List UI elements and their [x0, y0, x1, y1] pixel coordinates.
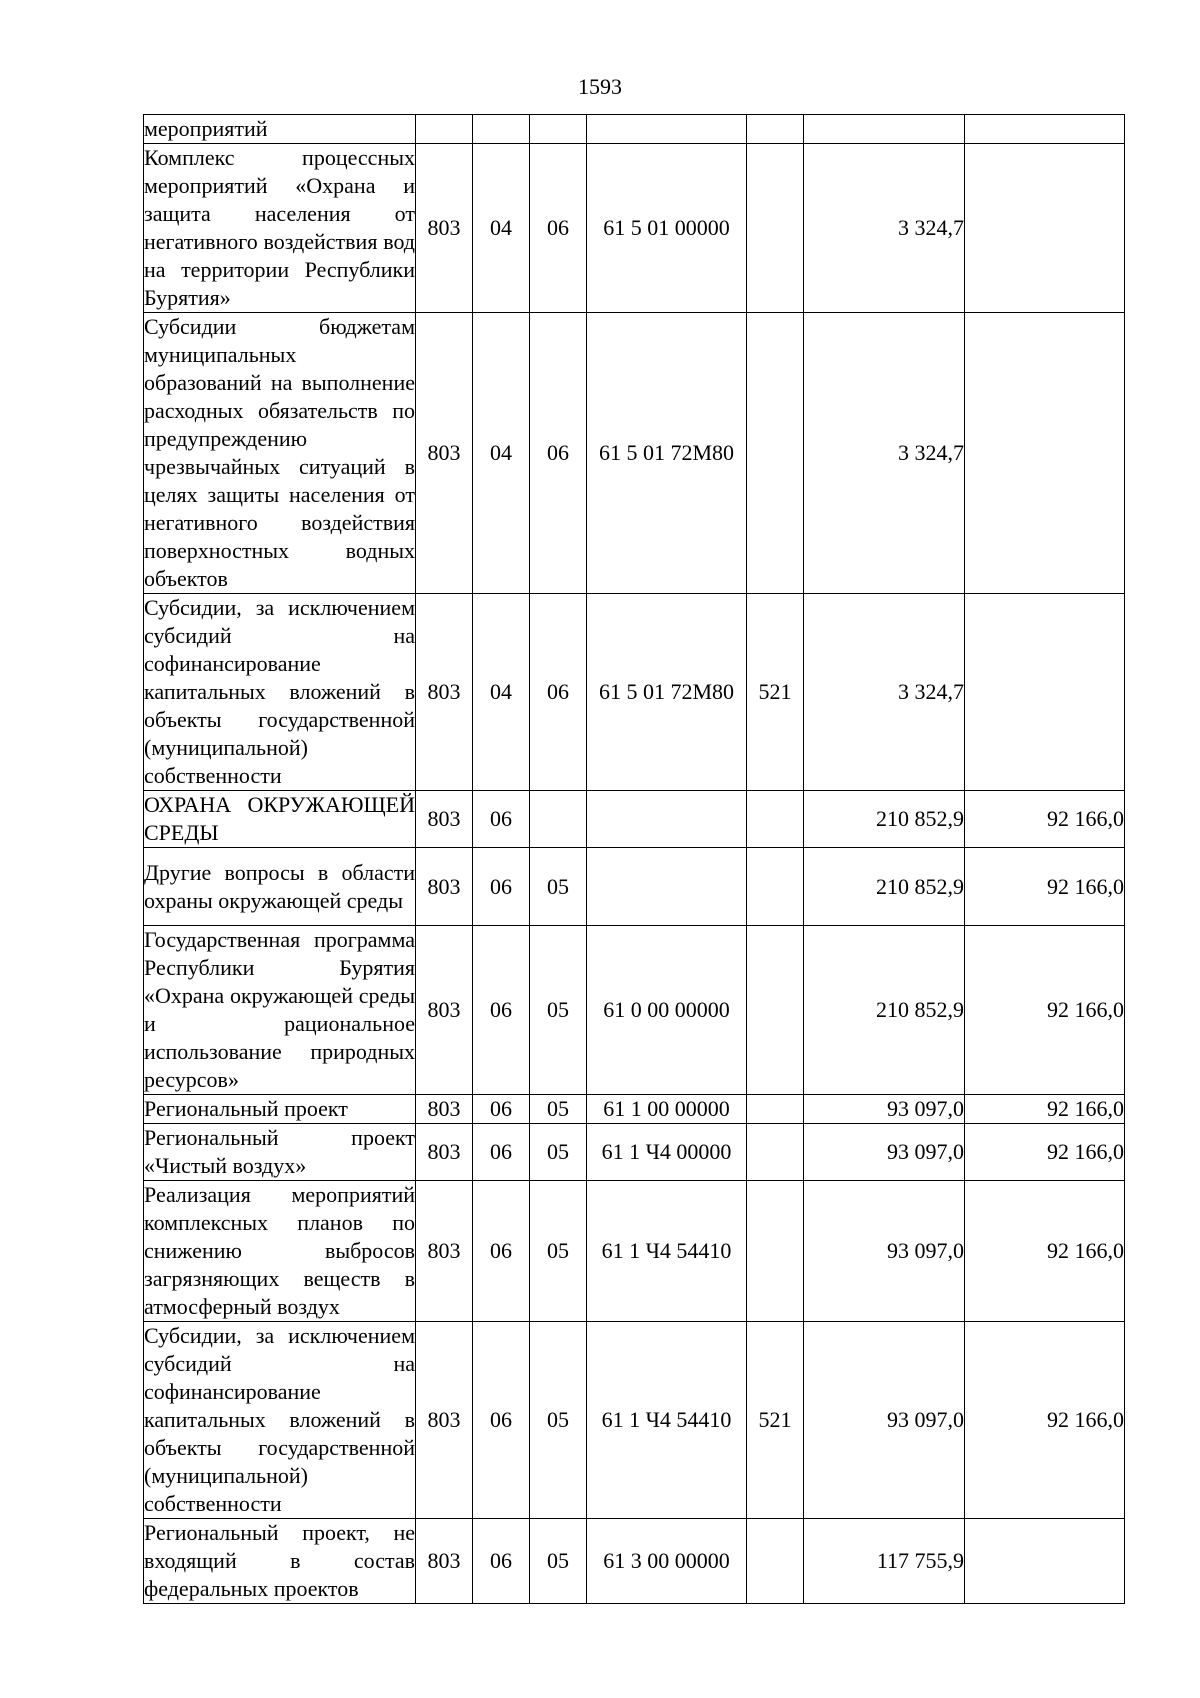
ministry-code-cell: 803	[416, 848, 473, 926]
table-row	[144, 115, 1125, 144]
item-name-cell: Комплекс процессных мероприятий «Охрана и защита населения от негативного воздействия вод на территории Республики Бурятия»	[144, 144, 416, 313]
subsection-code-cell: 05	[530, 1095, 587, 1124]
subsection-code-cell: 05	[530, 1519, 587, 1604]
target-item-cell	[587, 115, 747, 144]
target-item-cell: 61 1 Ч4 54410	[587, 1181, 747, 1322]
amount-cell: 3 324,7	[804, 313, 965, 594]
section-code-cell: 06	[473, 1095, 530, 1124]
amount-cell: 93 097,0	[804, 1181, 965, 1322]
table-row	[144, 1519, 1125, 1604]
amount-cell	[965, 313, 1125, 594]
section-code-cell: 06	[473, 1322, 530, 1519]
amount-cell	[965, 115, 1125, 144]
amount-cell	[965, 1519, 1125, 1604]
ministry-code-cell: 803	[416, 313, 473, 594]
subsection-code-cell: 06	[530, 144, 587, 313]
amount-cell: 93 097,0	[804, 1095, 965, 1124]
amount-cell: 210 852,9	[804, 848, 965, 926]
item-name-cell: Субсидии бюджетам муниципальных образований на выполнение расходных обязательств по предупреждению чрезвычайных ситуаций в целях защиты населения от негативного воздействия поверхностных водных объектов	[144, 313, 416, 594]
target-item-cell: 61 1 00 00000	[587, 1095, 747, 1124]
expense-type-cell	[747, 115, 804, 144]
amount-cell: 93 097,0	[804, 1124, 965, 1181]
item-name-cell: Субсидии, за исключением субсидий на софинансирование капитальных вложений в объекты государственной (муниципальной) собственности	[144, 1322, 416, 1519]
amount-cell: 92 166,0	[965, 1095, 1125, 1124]
amount-cell	[965, 144, 1125, 313]
subsection-code-cell: 06	[530, 594, 587, 791]
ministry-code-cell: 803	[416, 1124, 473, 1181]
page-number: 1593	[578, 74, 622, 99]
item-name-cell: мероприятий	[144, 115, 416, 144]
subsection-code-cell	[530, 115, 587, 144]
target-item-cell	[587, 848, 747, 926]
section-code-cell: 06	[473, 1181, 530, 1322]
item-name-cell: Реализация мероприятий комплексных планов по снижению выбросов загрязняющих веществ в атмосферный воздух	[144, 1181, 416, 1322]
amount-cell: 92 166,0	[965, 791, 1125, 848]
table-row	[144, 1095, 1125, 1124]
item-name-cell: Региональный проект «Чистый воздух»	[144, 1124, 416, 1181]
amount-cell: 92 166,0	[965, 926, 1125, 1095]
section-code-cell: 04	[473, 594, 530, 791]
target-item-cell: 61 5 01 72М80	[587, 313, 747, 594]
amount-cell: 92 166,0	[965, 1181, 1125, 1322]
target-item-cell: 61 5 01 72М80	[587, 594, 747, 791]
table-body	[144, 115, 1125, 1604]
section-code-cell: 06	[473, 926, 530, 1095]
ministry-code-cell: 803	[416, 1181, 473, 1322]
amount-cell: 3 324,7	[804, 144, 965, 313]
ministry-code-cell: 803	[416, 1519, 473, 1604]
item-name-cell: Государственная программа Республики Бурятия «Охрана окружающей среды и рациональное использование природных ресурсов»	[144, 926, 416, 1095]
subsection-code-cell: 05	[530, 1124, 587, 1181]
amount-cell: 93 097,0	[804, 1322, 965, 1519]
target-item-cell: 61 1 Ч4 54410	[587, 1322, 747, 1519]
target-item-cell: 61 5 01 00000	[587, 144, 747, 313]
table-row	[144, 1181, 1125, 1322]
amount-cell: 3 324,7	[804, 594, 965, 791]
target-item-cell: 61 3 00 00000	[587, 1519, 747, 1604]
section-code-cell: 04	[473, 313, 530, 594]
table-row	[144, 848, 1125, 926]
amount-cell: 210 852,9	[804, 791, 965, 848]
item-name-cell: Региональный проект, не входящий в состав федеральных проектов	[144, 1519, 416, 1604]
subsection-code-cell: 05	[530, 1322, 587, 1519]
section-code-cell: 04	[473, 144, 530, 313]
expense-type-cell	[747, 1519, 804, 1604]
target-item-cell: 61 0 00 00000	[587, 926, 747, 1095]
expense-type-cell	[747, 1124, 804, 1181]
section-code-cell: 06	[473, 791, 530, 848]
section-code-cell: 06	[473, 1124, 530, 1181]
expense-type-cell	[747, 848, 804, 926]
ministry-code-cell: 803	[416, 594, 473, 791]
table-row	[144, 594, 1125, 791]
amount-cell: 92 166,0	[965, 1124, 1125, 1181]
amount-cell: 117 755,9	[804, 1519, 965, 1604]
subsection-code-cell: 06	[530, 313, 587, 594]
item-name-cell: Другие вопросы в области охраны окружающей среды	[144, 848, 416, 926]
section-code-cell: 06	[473, 1519, 530, 1604]
table-row	[144, 313, 1125, 594]
amount-cell: 92 166,0	[965, 848, 1125, 926]
expense-type-cell	[747, 1181, 804, 1322]
section-code-cell	[473, 115, 530, 144]
item-name-cell: Субсидии, за исключением субсидий на софинансирование капитальных вложений в объекты государственной (муниципальной) собственности	[144, 594, 416, 791]
ministry-code-cell: 803	[416, 1322, 473, 1519]
expense-type-cell	[747, 926, 804, 1095]
table-row	[144, 791, 1125, 848]
amount-cell: 92 166,0	[965, 1322, 1125, 1519]
expense-type-cell	[747, 313, 804, 594]
item-name-cell: ОХРАНА ОКРУЖАЮЩЕЙ СРЕДЫ	[144, 791, 416, 848]
expense-type-cell: 521	[747, 1322, 804, 1519]
subsection-code-cell: 05	[530, 848, 587, 926]
subsection-code-cell: 05	[530, 926, 587, 1095]
subsection-code-cell: 05	[530, 1181, 587, 1322]
table-row	[144, 1124, 1125, 1181]
expense-type-cell	[747, 791, 804, 848]
section-code-cell: 06	[473, 848, 530, 926]
amount-cell: 210 852,9	[804, 926, 965, 1095]
target-item-cell	[587, 791, 747, 848]
table-row	[144, 926, 1125, 1095]
ministry-code-cell: 803	[416, 926, 473, 1095]
expense-type-cell: 521	[747, 594, 804, 791]
target-item-cell: 61 1 Ч4 00000	[587, 1124, 747, 1181]
amount-cell	[965, 594, 1125, 791]
subsection-code-cell	[530, 791, 587, 848]
expense-type-cell	[747, 1095, 804, 1124]
budget-table	[143, 114, 1125, 1604]
amount-cell	[804, 115, 965, 144]
ministry-code-cell: 803	[416, 1095, 473, 1124]
item-name-cell: Региональный проект	[144, 1095, 416, 1124]
table-row	[144, 1322, 1125, 1519]
expense-type-cell	[747, 144, 804, 313]
ministry-code-cell: 803	[416, 791, 473, 848]
ministry-code-cell: 803	[416, 144, 473, 313]
ministry-code-cell	[416, 115, 473, 144]
table-row	[144, 144, 1125, 313]
